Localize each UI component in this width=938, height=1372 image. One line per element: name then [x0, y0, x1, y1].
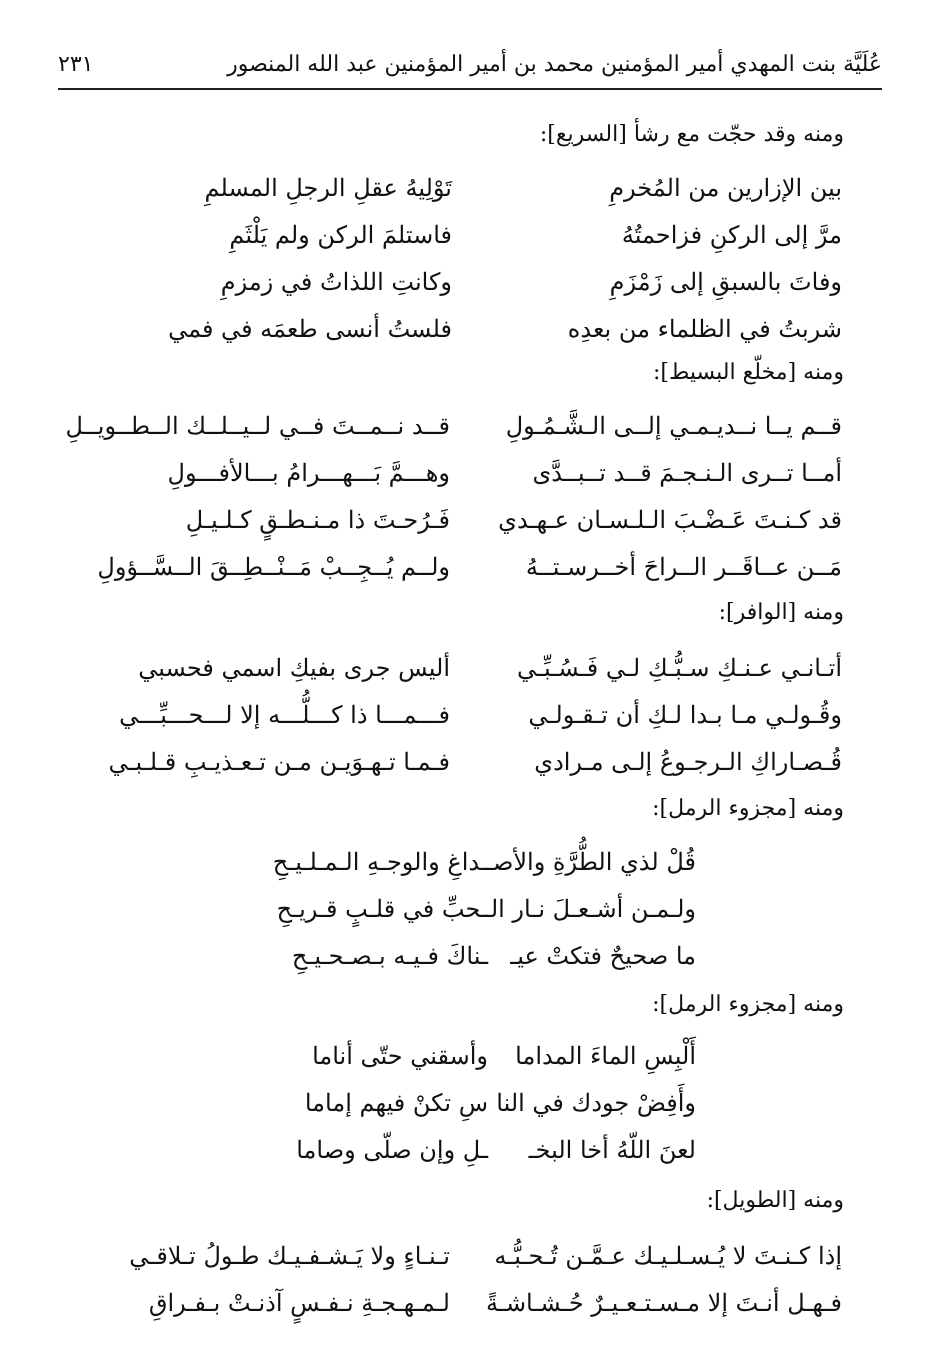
verse — [0, 1036, 938, 1084]
section-intro: ومنه [مخلّع البسيط]: — [653, 360, 844, 385]
hemistich-second: أليس جرى بفيكِ اسمي فحسبي — [138, 654, 450, 682]
section-intro: ومنه [الوافر]: — [718, 600, 844, 625]
hemistich-first: ما صحيحٌ فتكتْ عيـ — [510, 942, 696, 970]
hemistich-first: قُـصـاراكِ الـرجـوعُ إلـى مـرادي — [534, 748, 842, 776]
hemistich-first: قــم يــا نــديـمـي إلــى الـشَّـمُـولِ — [505, 412, 842, 440]
hemistich-first: قُلْ لذي الطُّرَّةِ والأصـ — [485, 848, 696, 876]
hemistich-second: لـمـهـجـةِ نـفـسٍ آذنـتْ بـفـراقِ — [148, 1289, 450, 1317]
hemistich-first: وفاتَ بالسبقِ إلى زَمْزَمِ — [609, 268, 842, 296]
verse — [0, 1130, 938, 1178]
hemistich-second: فلستُ أنسى طعمَه في فمي — [168, 315, 452, 343]
verse — [0, 742, 938, 790]
page-number: ٢٣١ — [58, 52, 94, 77]
hemistich-second: قــد نــمــتَ فــي لــيــلــك الــطــويــلِ — [65, 412, 450, 440]
hemistich-second: ـحبِّ في قلـبٍ قـريـحِ — [276, 895, 488, 923]
verse — [0, 406, 938, 454]
hemistich-second: تـنـاءٍ ولا يَـشـفـيـك طـولُ تـلاقـي — [129, 1242, 450, 1270]
hemistich-second: تَوْلِيهُ عقلِ الرجلِ المسلمِ — [204, 174, 452, 202]
hemistich-first: وقُـولـي مـا بـدا لـكِ أن تـقـولـي — [528, 701, 842, 729]
verse — [0, 309, 938, 357]
hemistich-first: فـهـل أنـتَ إلا مـسـتـعـيـرٌ حُـشـاشـةً — [486, 1289, 842, 1317]
verse — [0, 168, 938, 216]
hemistich-second: فَـرُحـتَ ذا مـنـطـقٍ كـلـيـلِ — [185, 506, 450, 534]
running-title: عُلَيَّة بنت المهدي أمير المؤمنين محمد بن أمير المؤمنين عبد الله المنصور — [227, 52, 882, 77]
hemistich-first: بين الإزارين من المُخرمِ — [609, 174, 842, 202]
section-intro: ومنه وقد حجّت مع رشأ [السريع]: — [539, 122, 844, 147]
hemistich-first: مَــن عــاقَــر الــراحَ أخــرسـتــهُ — [525, 553, 842, 581]
page-header — [58, 48, 882, 90]
hemistich-second: ـلِ وإن صلّى وصاما — [296, 1136, 488, 1164]
hemistich-first: أَلْبِسِ الماءَ المداما — [515, 1042, 696, 1070]
hemistich-second: وأسقني حتّى أناما — [312, 1042, 488, 1070]
hemistich-first: إذا كـنـتَ لا يُـسـلـيـك عـمَّـن تُـحـبُّـه — [494, 1242, 842, 1270]
hemistich-first: أتـانـي عـنـكِ سـبُّـكِ لـي فَـسُـبِّـي — [517, 654, 842, 682]
verse — [0, 889, 938, 937]
hemistich-second: وكانتِ اللذاتُ في زمزمِ — [220, 268, 452, 296]
hemistich-second: فاستلمَ الركن ولم يَلْثَمِ — [229, 221, 452, 249]
hemistich-first: مرَّ إلى الركنِ فزاحمتُهُ — [621, 221, 842, 249]
verse — [0, 842, 938, 890]
hemistich-second: سِ تكنْ فيهم إماما — [304, 1089, 488, 1117]
verse — [0, 547, 938, 595]
hemistich-second: وهـــمَّ بَـــهـــرامُ بـــالأفـــولِ — [167, 459, 450, 487]
verse — [0, 500, 938, 548]
hemistich-first: شربتُ في الظلماء من بعدِه — [567, 315, 842, 343]
hemistich-second: ـداغِ والوجـهِ الـمـلـيـحِ — [272, 848, 488, 876]
verse — [0, 695, 938, 743]
section-intro: ومنه [الطويل]: — [706, 1188, 844, 1213]
hemistich-second: ـناكَ فـيـه بـصـحـيـحِ — [291, 942, 488, 970]
hemistich-second: ولــم يُــجِــبْ مَــنْــطِــقَ الــسَّــؤولِ — [97, 553, 450, 581]
verse — [0, 262, 938, 310]
verse — [0, 1083, 938, 1131]
hemistich-first: لعنَ اللّهُ أخا البخـ — [528, 1136, 696, 1164]
verse — [0, 648, 938, 696]
hemistich-second: فـمـا تـهـوَيـن مـن تـعـذيـبِ قـلـبـي — [108, 748, 450, 776]
verse — [0, 215, 938, 263]
hemistich-first: ولـمـن أشـعـلَ نـار الـ — [483, 895, 696, 923]
verse — [0, 453, 938, 501]
section-intro: ومنه [مجزوء الرمل]: — [652, 796, 844, 821]
hemistich-first: أمــا تــرى الـنـجـمَ قــد تــبــدَّى — [532, 459, 842, 487]
verse — [0, 1236, 938, 1284]
verse — [0, 936, 938, 984]
section-intro: ومنه [مجزوء الرمل]: — [652, 992, 844, 1017]
hemistich-second: فـــمـــا ذا كـــلُّـــه إلا لـــحـــبِّـــي — [119, 701, 450, 729]
hemistich-first: قد كـنـتَ عَـضْـبَ الـلـسـان عـهـدي — [498, 506, 842, 534]
verse — [0, 1283, 938, 1331]
hemistich-first: وأَفِضْ جودك في النا — [496, 1089, 696, 1117]
